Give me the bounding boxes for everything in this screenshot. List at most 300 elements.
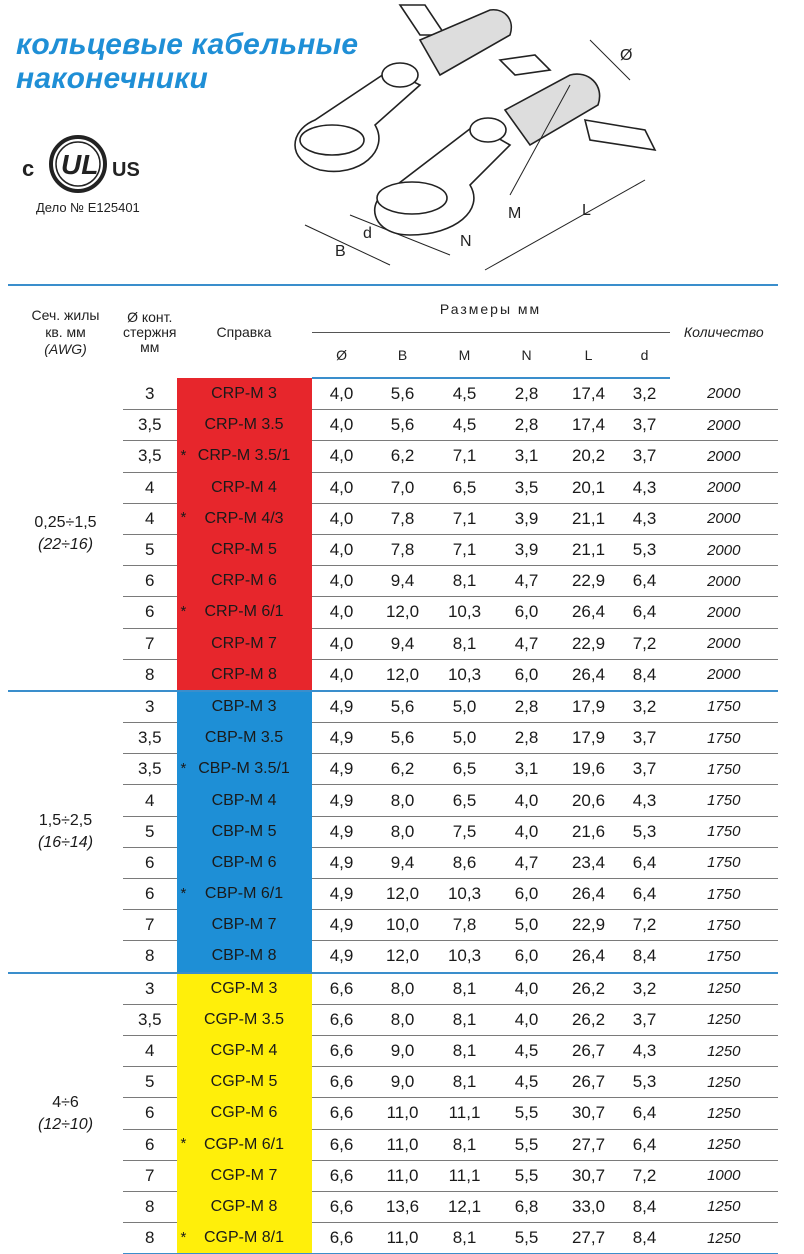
dim-n-cell: 6,0 <box>514 946 539 966</box>
ref-cell <box>177 628 312 659</box>
col-header-qty: Количество <box>683 324 764 340</box>
dim-d-cell: 4,3 <box>620 472 670 503</box>
table-row <box>8 785 778 816</box>
dim-dia-cell: 4,9 <box>312 816 372 847</box>
stud-cell: 6 <box>123 879 177 910</box>
ref-code: CGP-M 7 <box>210 1166 278 1184</box>
table-row <box>8 1067 778 1098</box>
dim-label-m: M <box>508 205 522 222</box>
stud-cell: 4 <box>123 503 177 534</box>
dim-l-cell: 26,2 <box>558 1004 620 1035</box>
ref-cell <box>177 691 312 723</box>
dim-dia-cell: 6,6 <box>312 1004 372 1035</box>
ref-code: CGP-M 6/1 <box>204 1135 285 1153</box>
dim-n-cell: 4,7 <box>496 628 558 659</box>
ref-cell <box>177 1004 312 1035</box>
dim-d-cell: 3,7 <box>620 1004 670 1035</box>
section-value: 0,25÷1,5 <box>34 513 97 531</box>
dim-dia-cell: 4,0 <box>312 441 372 472</box>
qty-cell: 1250 <box>670 1035 778 1066</box>
dim-d-cell: 7,2 <box>620 910 670 941</box>
ref-cell <box>177 1035 312 1066</box>
stud-cell: 4 <box>123 472 177 503</box>
stud-cell: 5 <box>123 1067 177 1098</box>
dim-n-cell: 4,5 <box>496 1067 558 1098</box>
dim-dia-cell: 4,0 <box>312 472 372 503</box>
dim-b-cell: 5,6 <box>372 691 434 723</box>
table-row <box>8 1004 778 1035</box>
dim-n-cell: 4,5 <box>496 1035 558 1066</box>
qty-cell: 2000 <box>670 472 778 503</box>
dim-dia-cell: 4,9 <box>312 754 372 785</box>
dim-dia-cell: 6,6 <box>312 1191 372 1222</box>
dim-l-cell: 26,4 <box>558 879 620 910</box>
qty-cell: 1250 <box>670 1191 778 1222</box>
dim-b-cell: 9,4 <box>372 566 434 597</box>
table-row <box>8 597 778 628</box>
dim-b-cell: 9,0 <box>372 1035 434 1066</box>
dim-dia-cell: 6,6 <box>312 1129 372 1160</box>
dim-n-cell: 3,9 <box>496 534 558 565</box>
qty-cell: 1750 <box>670 910 778 941</box>
dim-m-cell: 8,1 <box>434 566 496 597</box>
svg-text:US: US <box>112 159 140 181</box>
ref-cell <box>177 1191 312 1222</box>
dim-b-cell: 8,0 <box>372 816 434 847</box>
stud-cell: 5 <box>123 816 177 847</box>
dim-l-cell: 19,6 <box>558 754 620 785</box>
dim-b-cell: 11,0 <box>372 1223 434 1254</box>
dim-l-cell: 30,7 <box>558 1098 620 1129</box>
title-line-1: кольцевые кабельные <box>16 28 359 61</box>
dim-b-cell: 12,0 <box>372 879 434 910</box>
stud-cell: 4 <box>123 1035 177 1066</box>
dim-m-cell: 8,1 <box>434 1129 496 1160</box>
star-mark: * <box>180 509 187 527</box>
table-body <box>8 378 778 1254</box>
dim-b-cell: 5,6 <box>372 378 434 410</box>
dim-n-cell: 3,5 <box>496 472 558 503</box>
title-line-2: наконечники <box>16 62 209 95</box>
ref-cell <box>177 503 312 534</box>
qty-cell: 2000 <box>670 503 778 534</box>
ref-code: CGP-M 3.5 <box>204 1010 285 1028</box>
stud-cell: 3 <box>123 973 177 1005</box>
dim-m-cell: 8,1 <box>434 1035 496 1066</box>
ref-cell <box>177 910 312 941</box>
dim-b-cell: 11,0 <box>372 1129 434 1160</box>
dim-l-cell: 26,4 <box>571 946 606 966</box>
dim-n-cell: 3,1 <box>496 441 558 472</box>
dim-dia-cell: 4,9 <box>329 946 354 966</box>
ref-code: CBP-M 6/1 <box>204 885 284 903</box>
qty-cell: 2000 <box>670 597 778 628</box>
dim-dia-cell: 4,0 <box>312 378 372 410</box>
dim-m-cell: 7,1 <box>434 534 496 565</box>
dim-dia-cell: 4,0 <box>312 597 372 628</box>
dim-n-cell: 2,8 <box>496 410 558 441</box>
dim-label-diameter: Ø <box>620 47 633 64</box>
dim-l-cell: 22,9 <box>558 566 620 597</box>
col-header-dia: Ø <box>312 333 372 379</box>
dim-dia-cell: 4,9 <box>312 910 372 941</box>
stud-cell: 3 <box>123 378 177 410</box>
section-awg: (16÷14) <box>37 833 94 851</box>
dim-d-cell: 4,3 <box>620 1035 670 1066</box>
dim-b-cell: 8,0 <box>372 973 434 1005</box>
dim-b-cell: 6,2 <box>372 441 434 472</box>
dim-b-cell: 9,4 <box>372 847 434 878</box>
stud-cell: 8 <box>123 1191 177 1222</box>
dim-n-cell: 6,0 <box>496 597 558 628</box>
section-awg: (12÷10) <box>37 1115 94 1133</box>
terminal-spec-table <box>8 284 778 1254</box>
dim-m-cell: 8,1 <box>434 1067 496 1098</box>
table-row <box>8 816 778 847</box>
ref-cell <box>177 973 312 1005</box>
col-header-b: B <box>372 333 434 379</box>
dim-l-cell: 26,7 <box>558 1035 620 1066</box>
col-header-n: N <box>496 333 558 379</box>
ref-code: CRP-M 7 <box>211 634 277 652</box>
ref-cell <box>177 534 312 565</box>
dim-d-cell: 8,4 <box>632 664 657 684</box>
dim-b-cell: 9,0 <box>372 1067 434 1098</box>
dim-m-cell: 7,5 <box>434 816 496 847</box>
dim-d-cell: 6,4 <box>620 1129 670 1160</box>
dim-l-cell: 22,9 <box>558 910 620 941</box>
col-header-sizes: Размеры мм <box>312 285 670 333</box>
table-row <box>8 1098 778 1129</box>
ref-cell <box>177 1223 312 1254</box>
dim-d-cell: 6,4 <box>620 597 670 628</box>
table-row <box>8 534 778 565</box>
dim-n-cell: 3,9 <box>496 503 558 534</box>
ref-cell <box>177 1129 312 1160</box>
table-row <box>8 879 778 910</box>
section-value: 1,5÷2,5 <box>38 811 93 829</box>
dim-d-cell: 3,7 <box>620 441 670 472</box>
table-row <box>8 1160 778 1191</box>
dim-l-cell: 20,1 <box>558 472 620 503</box>
section-cell <box>8 691 123 973</box>
dim-m-cell: 11,1 <box>434 1098 496 1129</box>
ref-code: CGP-M 3 <box>210 979 278 997</box>
star-mark: * <box>180 884 187 902</box>
qty-cell: 1250 <box>670 1129 778 1160</box>
ul-certification-logo <box>16 126 176 196</box>
dim-b-cell: 12,0 <box>385 946 420 966</box>
table-row <box>8 941 778 973</box>
dim-label-n: N <box>460 233 472 250</box>
dim-b-cell: 11,0 <box>372 1098 434 1129</box>
dim-dia-cell: 4,0 <box>329 664 354 684</box>
dim-m-cell: 10,3 <box>434 879 496 910</box>
dim-dia-cell: 4,0 <box>312 410 372 441</box>
dim-n-cell: 2,8 <box>496 378 558 410</box>
dim-d-cell: 6,4 <box>620 1098 670 1129</box>
case-number: Дело № E125401 <box>36 200 140 215</box>
ref-code: CGP-M 8 <box>210 1197 278 1215</box>
table-row <box>8 441 778 472</box>
dim-l-cell: 26,4 <box>558 597 620 628</box>
dim-n-cell: 6,0 <box>496 879 558 910</box>
ref-cell <box>177 410 312 441</box>
svg-text:c: c <box>22 156 35 181</box>
dim-d-cell: 3,7 <box>620 410 670 441</box>
dim-b-cell: 9,4 <box>372 628 434 659</box>
qty-cell: 1750 <box>670 723 778 754</box>
stud-cell: 6 <box>123 566 177 597</box>
dim-b-cell: 12,0 <box>385 664 420 684</box>
dim-d-cell: 4,3 <box>620 785 670 816</box>
dim-dia-cell: 4,0 <box>312 503 372 534</box>
qty-cell: 1750 <box>670 691 778 723</box>
stud-cell: 8 <box>145 946 155 966</box>
dim-l-cell: 20,6 <box>558 785 620 816</box>
table-row <box>8 910 778 941</box>
dim-b-cell: 5,6 <box>372 723 434 754</box>
dim-n-cell: 4,0 <box>496 973 558 1005</box>
ref-cell <box>177 816 312 847</box>
dim-m-cell: 4,5 <box>434 410 496 441</box>
ref-cell <box>177 754 312 785</box>
stud-cell: 7 <box>123 910 177 941</box>
table-row <box>8 472 778 503</box>
dim-n-cell: 4,7 <box>496 847 558 878</box>
dim-n-cell: 2,8 <box>496 723 558 754</box>
section-value: 4÷6 <box>52 1093 79 1111</box>
ref-cell <box>177 847 312 878</box>
dim-l-cell: 20,2 <box>558 441 620 472</box>
star-mark: * <box>180 602 187 620</box>
star-mark: * <box>180 1135 187 1152</box>
dim-label-l: L <box>582 202 591 219</box>
dim-dia-cell: 4,9 <box>312 879 372 910</box>
qty-cell: 1000 <box>670 1160 778 1191</box>
table-row <box>8 847 778 878</box>
dim-l-cell: 27,7 <box>558 1129 620 1160</box>
dim-d-cell: 7,2 <box>620 1160 670 1191</box>
dim-d-cell: 7,2 <box>620 628 670 659</box>
ref-code: CGP-M 8/1 <box>204 1228 285 1246</box>
svg-text:UL: UL <box>61 149 99 180</box>
table-row <box>8 628 778 659</box>
dim-dia-cell: 6,6 <box>312 973 372 1005</box>
dim-dia-cell: 4,0 <box>312 534 372 565</box>
stud-cell: 4 <box>123 785 177 816</box>
dim-l-cell: 17,4 <box>558 410 620 441</box>
dim-m-cell: 6,5 <box>434 754 496 785</box>
dim-n-cell: 4,0 <box>496 816 558 847</box>
dim-b-cell: 5,6 <box>372 410 434 441</box>
ref-code: CBP-M 8 <box>211 947 277 965</box>
dim-b-cell: 8,0 <box>372 1004 434 1035</box>
dim-d-cell: 3,2 <box>620 378 670 410</box>
table-row <box>8 1223 778 1254</box>
dim-d-cell: 3,7 <box>620 723 670 754</box>
dim-n-cell: 5,5 <box>496 1129 558 1160</box>
dim-l-cell: 26,2 <box>558 973 620 1005</box>
ref-cell <box>177 1098 312 1129</box>
ref-code: CRP-M 3.5 <box>204 416 284 434</box>
dim-b-cell: 8,0 <box>372 785 434 816</box>
dim-n-cell: 6,0 <box>514 664 539 684</box>
dim-d-cell: 8,4 <box>632 946 657 966</box>
dim-dia-cell: 4,9 <box>312 691 372 723</box>
qty-cell: 2000 <box>670 534 778 565</box>
ref-code: CRP-M 4/3 <box>204 509 284 527</box>
dim-m-cell: 10,3 <box>447 946 482 966</box>
qty-cell: 2000 <box>707 666 741 684</box>
dim-d-cell: 5,3 <box>620 816 670 847</box>
table-row <box>8 1191 778 1222</box>
ref-cell <box>177 597 312 628</box>
table-row <box>8 503 778 534</box>
dim-dia-cell: 4,9 <box>312 847 372 878</box>
ref-cell <box>177 723 312 754</box>
dim-m-cell: 8,1 <box>434 973 496 1005</box>
ref-cell <box>177 659 312 691</box>
ref-cell <box>177 1067 312 1098</box>
dim-l-cell: 22,9 <box>558 628 620 659</box>
ref-code: CRP-M 6/1 <box>204 603 284 621</box>
ref-code: CRP-M 4 <box>211 478 277 496</box>
dim-n-cell: 2,8 <box>496 691 558 723</box>
col-header-l: L <box>558 333 620 379</box>
table-row <box>8 1129 778 1160</box>
dim-l-cell: 27,7 <box>558 1223 620 1254</box>
ref-cell <box>177 378 312 410</box>
dim-m-cell: 10,3 <box>447 664 482 684</box>
table-row <box>8 973 778 1005</box>
ref-code: CRP-M 5 <box>211 541 277 559</box>
dim-dia-cell: 6,6 <box>312 1098 372 1129</box>
ref-code: CBP-M 5 <box>211 822 277 840</box>
dim-dia-cell: 6,6 <box>312 1223 372 1254</box>
dim-l-cell: 21,6 <box>558 816 620 847</box>
qty-cell: 2000 <box>670 410 778 441</box>
stud-cell: 6 <box>123 1098 177 1129</box>
dim-label-b: B <box>335 243 346 260</box>
dim-l-cell: 17,4 <box>558 378 620 410</box>
star-mark: * <box>180 759 187 777</box>
dim-l-cell: 23,4 <box>558 847 620 878</box>
qty-cell: 1250 <box>670 973 778 1005</box>
dim-l-cell: 17,9 <box>558 723 620 754</box>
dim-n-cell: 5,5 <box>496 1098 558 1129</box>
dim-dia-cell: 4,9 <box>312 785 372 816</box>
dim-l-cell: 26,4 <box>571 664 606 684</box>
dim-n-cell: 6,8 <box>496 1191 558 1222</box>
dim-m-cell: 6,5 <box>434 785 496 816</box>
dim-dia-cell: 4,0 <box>312 566 372 597</box>
dim-m-cell: 10,3 <box>434 597 496 628</box>
qty-cell: 1750 <box>707 947 741 965</box>
col-header-stud: Ø конт. стержня мм <box>123 308 177 355</box>
dim-n-cell: 3,1 <box>496 754 558 785</box>
dim-m-cell: 8,6 <box>434 847 496 878</box>
dim-l-cell: 21,1 <box>558 503 620 534</box>
ref-code: CBP-M 7 <box>211 916 277 934</box>
dim-m-cell: 7,1 <box>434 441 496 472</box>
ref-cell <box>177 441 312 472</box>
qty-cell: 2000 <box>670 566 778 597</box>
dim-b-cell: 12,0 <box>372 597 434 628</box>
stud-cell: 3,5 <box>123 410 177 441</box>
qty-cell: 1250 <box>670 1223 778 1254</box>
qty-cell: 1250 <box>670 1098 778 1129</box>
section-cell <box>8 973 123 1254</box>
dim-n-cell: 5,5 <box>496 1223 558 1254</box>
dim-l-cell: 33,0 <box>558 1191 620 1222</box>
dim-m-cell: 5,0 <box>434 723 496 754</box>
dim-m-cell: 4,5 <box>434 378 496 410</box>
stud-cell: 5 <box>123 534 177 565</box>
dim-d-cell: 3,2 <box>620 691 670 723</box>
table-row <box>8 691 778 723</box>
ref-code: CGP-M 4 <box>210 1042 278 1060</box>
dim-m-cell: 8,1 <box>434 1004 496 1035</box>
stud-cell: 3,5 <box>123 1004 177 1035</box>
dim-b-cell: 7,0 <box>372 472 434 503</box>
qty-cell: 1750 <box>670 879 778 910</box>
col-header-d: d <box>620 333 670 379</box>
dim-b-cell: 6,2 <box>372 754 434 785</box>
stud-cell: 3,5 <box>123 723 177 754</box>
table-row <box>8 566 778 597</box>
stud-cell: 3 <box>123 691 177 723</box>
dim-l-cell: 21,1 <box>558 534 620 565</box>
dim-d-cell: 8,4 <box>620 1223 670 1254</box>
ref-code: CRP-M 3.5/1 <box>197 447 291 465</box>
table-row <box>8 410 778 441</box>
dim-m-cell: 12,1 <box>434 1191 496 1222</box>
dim-d-cell: 3,7 <box>620 754 670 785</box>
dim-l-cell: 26,7 <box>558 1067 620 1098</box>
star-mark: * <box>180 1228 187 1246</box>
dim-l-cell: 17,9 <box>558 691 620 723</box>
qty-cell: 1750 <box>670 816 778 847</box>
stud-cell: 8 <box>123 1223 177 1254</box>
ref-code: CRP-M 8 <box>211 665 277 683</box>
section-awg: (22÷16) <box>37 535 94 553</box>
dim-n-cell: 4,0 <box>496 785 558 816</box>
dim-dia-cell: 4,9 <box>312 723 372 754</box>
ref-code: CGP-M 6 <box>210 1104 278 1122</box>
dim-m-cell: 7,8 <box>434 910 496 941</box>
dim-n-cell: 5,0 <box>496 910 558 941</box>
dim-dia-cell: 6,6 <box>312 1160 372 1191</box>
qty-cell: 2000 <box>670 441 778 472</box>
dim-d-cell: 6,4 <box>620 879 670 910</box>
dim-m-cell: 6,5 <box>434 472 496 503</box>
ref-cell <box>177 472 312 503</box>
dim-b-cell: 10,0 <box>372 910 434 941</box>
dim-dia-cell: 6,6 <box>312 1067 372 1098</box>
ref-cell <box>177 785 312 816</box>
dim-n-cell: 4,7 <box>496 566 558 597</box>
col-header-ref: Справка <box>216 324 272 340</box>
col-header-section: Сеч. жилы кв. мм (AWG) <box>31 307 100 357</box>
ref-code: CRP-M 6 <box>211 572 277 590</box>
stud-cell: 7 <box>123 1160 177 1191</box>
dim-m-cell: 11,1 <box>434 1160 496 1191</box>
ref-code: CBP-M 3.5/1 <box>198 760 290 778</box>
qty-cell: 1750 <box>670 785 778 816</box>
col-header-m: M <box>434 333 496 379</box>
dim-n-cell: 4,0 <box>496 1004 558 1035</box>
